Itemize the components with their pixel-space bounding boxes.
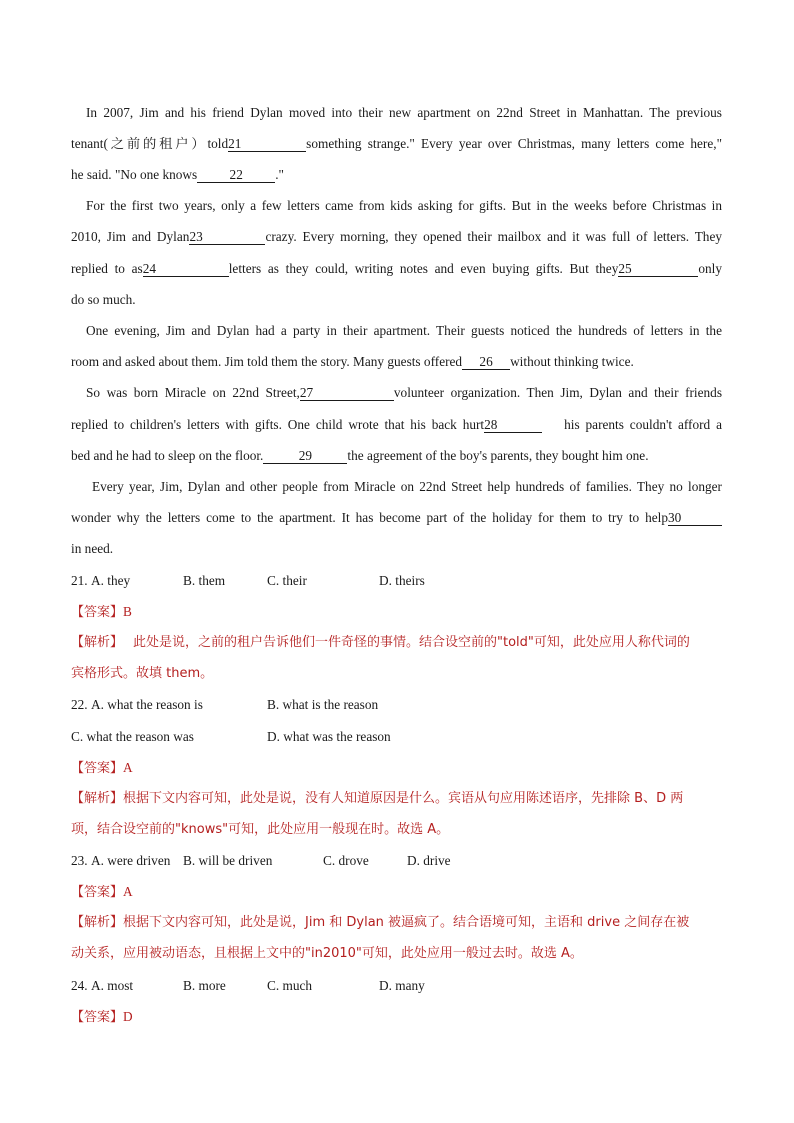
blank-26[interactable]: 26 — [462, 354, 510, 370]
option-22-a[interactable]: A. what the reason is — [91, 697, 203, 712]
option-24-d[interactable]: D. many — [379, 978, 425, 993]
passage-p4-line2: replied to children's letters with gifts. One child wrote that his back hurt28 his parents couldn't afford a — [71, 417, 722, 432]
option-23-a[interactable]: A. were driven — [91, 853, 171, 868]
passage-p1-line2: tenant(之前的租户）told21 something strange." Every year over Christmas, many letters come here," — [71, 136, 722, 151]
option-21-a[interactable]: A. they — [91, 573, 131, 588]
passage-p5-line2: wonder why the letters come to the apartment. It has become part of the holiday for them to try to help30 — [71, 509, 722, 527]
analysis-23-line2: 动关系，应用被动语态，且根据上文中的"in2010"可知，此处应用一般过去时。故选 A。 — [71, 946, 583, 961]
blank-29[interactable]: 29 — [263, 448, 347, 464]
question-22-options-row1: 22. A. what the reason is B. what is the reason — [71, 697, 379, 712]
passage-p3-line2: room and asked about them. Jim told them the story. Many guests offered 26 without thinking twice. — [71, 354, 634, 369]
blank-25[interactable]: 25 — [618, 261, 698, 277]
passage-p2-line1: For the first two years, only a few letters came from kids asking for gifts. But in the weeks before Christmas in — [86, 198, 722, 213]
analysis-22-line2: 项，结合设空前的"knows"可知，此处应用一般现在时。故选 A。 — [71, 822, 450, 837]
option-24-b[interactable]: B. more — [183, 978, 226, 993]
analysis-21-line1: 【解析】 此处是说，之前的租户告诉他们一件奇怪的事情。结合设空前的"told"可知，此处应用人称代词的 — [71, 635, 690, 650]
answer-24: 【答案】D — [71, 1009, 133, 1025]
option-24-c[interactable]: C. much — [267, 978, 313, 993]
option-21-c[interactable]: C. their — [267, 573, 307, 588]
blank-22[interactable]: 22 — [197, 167, 275, 183]
answer-21: 【答案】B — [71, 604, 132, 620]
passage-p4-line1: So was born Miracle on 22nd Street,27 volunteer organization. Then Jim, Dylan and their friends — [86, 385, 722, 400]
option-23-b[interactable]: B. will be driven — [183, 853, 273, 868]
answer-23: 【答案】A — [71, 884, 133, 900]
blank-28[interactable]: 28 — [484, 417, 542, 433]
passage-p2-line2: 2010, Jim and Dylan23 crazy. Every morning, they opened their mailbox and it was full of letters. They — [71, 229, 723, 244]
question-23-options: 23. A. were driven B. will be driven C. drove D. drive — [71, 853, 451, 868]
option-22-d[interactable]: D. what was the reason — [267, 729, 391, 744]
question-21-options: 21. A. they B. them C. their D. theirs — [71, 573, 425, 588]
analysis-23-line1: 【解析】根据下文内容可知，此处是说，Jim 和 Dylan 被逼疯了。结合语境可知，主语和 drive 之间存在被 — [71, 915, 690, 930]
question-24-options: 24. A. most B. more C. much D. many — [71, 978, 425, 993]
passage-p1-line3: he said. "No one knows 22 ." — [71, 167, 284, 182]
option-22-b[interactable]: B. what is the reason — [267, 697, 379, 712]
passage-p4-line3: bed and he had to sleep on the floor. 29 the agreement of the boy's parents, they bought him one. — [71, 448, 649, 463]
question-22-options-row2 — [71, 728, 722, 746]
blank-30[interactable]: 30 — [668, 510, 722, 526]
passage-p5-line1: Every year, Jim, Dylan and other people from Miracle on 22nd Street help hundreds of families. They no longer — [92, 479, 722, 494]
option-23-d[interactable]: D. drive — [407, 853, 451, 868]
option-22-c[interactable]: C. what the reason was — [71, 729, 194, 744]
blank-21[interactable]: 21 — [228, 136, 306, 152]
passage-p1-line1: In 2007, Jim and his friend Dylan moved into their new apartment on 22nd Street in Manhattan. The previous — [86, 105, 722, 120]
passage-p2-line4: do so much. — [71, 292, 136, 307]
option-21-d[interactable]: D. theirs — [379, 573, 425, 588]
answer-22: 【答案】A — [71, 760, 133, 776]
blank-27[interactable]: 27 — [300, 385, 394, 401]
passage-p5-line3: in need. — [71, 541, 114, 556]
passage-p3-line1: One evening, Jim and Dylan had a party in their apartment. Their guests noticed the hundreds of letters in the — [86, 323, 722, 338]
passage-p2-line3: replied to as24 letters as they could, writing notes and even buying gifts. But they25 only — [71, 261, 722, 276]
option-24-a[interactable]: A. most — [91, 978, 134, 993]
option-21-b[interactable]: B. them — [183, 573, 226, 588]
analysis-22-line1: 【解析】根据下文内容可知，此处是说，没有人知道原因是什么。宾语从句应用陈述语序，先排除 B、D 两 — [71, 791, 684, 806]
blank-24[interactable]: 24 — [143, 261, 229, 277]
blank-23[interactable]: 23 — [189, 229, 265, 245]
option-23-c[interactable]: C. drove — [323, 853, 369, 868]
analysis-21-line2: 宾格形式。故填 them。 — [71, 666, 214, 681]
